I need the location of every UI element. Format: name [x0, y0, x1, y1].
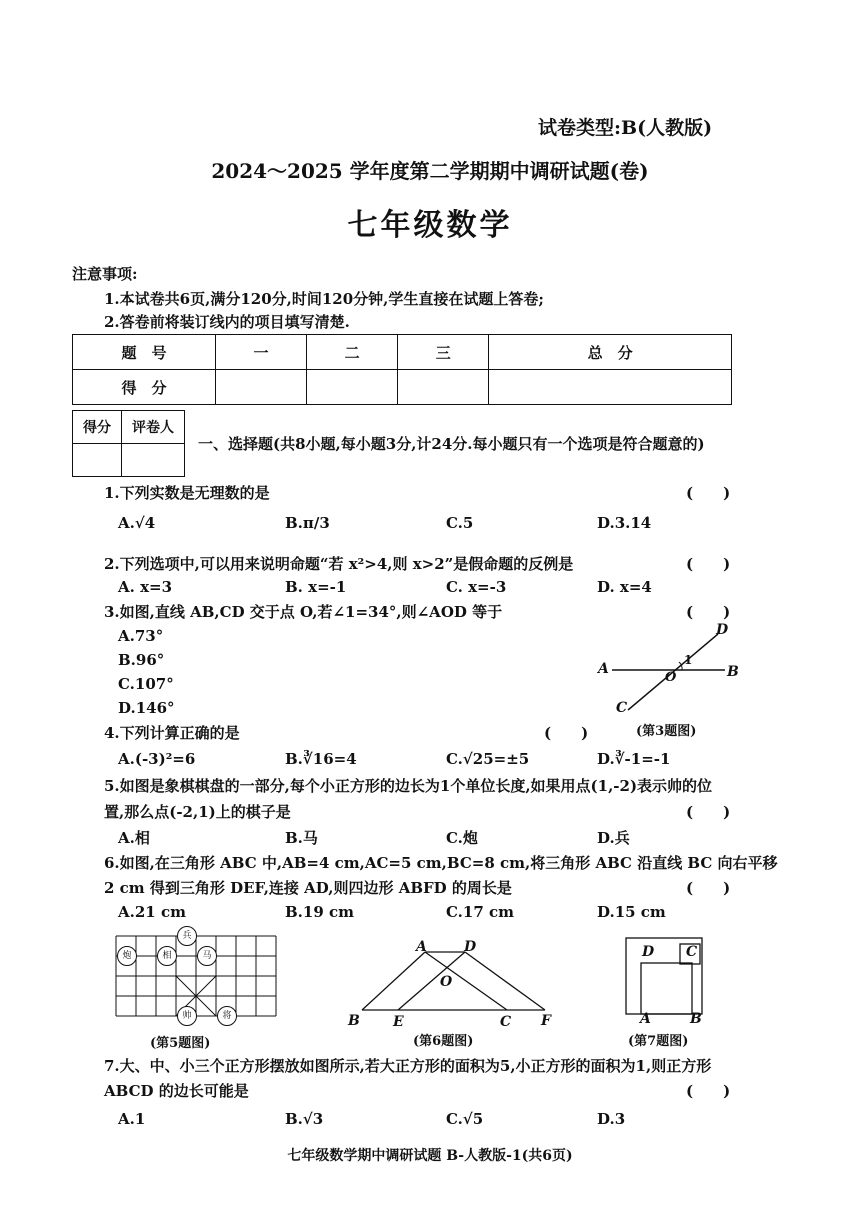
grader-box: [72, 410, 185, 477]
option: A.21 cm: [118, 903, 186, 921]
label-angle-1: 1: [684, 653, 693, 667]
option: B.96°: [118, 651, 165, 669]
option: A.相: [118, 829, 150, 847]
score-table: [72, 334, 732, 405]
option: C.5: [446, 514, 474, 532]
option: C.17 cm: [446, 903, 514, 921]
label-C: C: [616, 700, 628, 716]
figure-7-caption: (第7题图): [628, 1034, 689, 1049]
grader-score-label: 得分: [73, 411, 122, 444]
label-A: A: [640, 1011, 651, 1027]
option: D.∛-1=-1: [597, 750, 671, 768]
option: B. x=-1: [285, 578, 347, 596]
option: C.√25=±5: [446, 750, 530, 768]
question-stem: 7.大、中、小三个正方形摆放如图所示,若大正方形的面积为5,小正方形的面积为1,则正方形: [104, 1057, 712, 1075]
label-D: D: [464, 939, 477, 955]
question-stem: 5.如图是象棋棋盘的一部分,每个小正方形的边长为1个单位长度,如果用点(1,-2)表示帅的位: [104, 777, 713, 795]
score-label-cell: 得 分: [73, 370, 216, 405]
grader-reviewer-blank[interactable]: [122, 444, 185, 477]
figure-5-caption: (第5题图): [150, 1036, 211, 1051]
figure-6-caption: (第6题图): [413, 1034, 474, 1049]
score-header-cell: 总 分: [489, 335, 732, 370]
question-stem: 3.如图,直线 AB,CD 交于点 O,若∠1=34°,则∠AOD 等于: [104, 603, 503, 621]
subject-title: 七年级数学: [347, 208, 513, 243]
label-O: O: [665, 670, 677, 685]
score-blank-cell[interactable]: [307, 370, 398, 405]
label-C: C: [686, 944, 698, 960]
score-header-cell: 一: [216, 335, 307, 370]
option: C.107°: [118, 675, 174, 693]
option: B.∛16=4: [285, 750, 357, 768]
question-stem: 4.下列计算正确的是: [104, 724, 240, 742]
question-stem-cont: 置,那么点(-2,1)上的棋子是: [104, 803, 291, 821]
option: C.炮: [446, 829, 478, 847]
paper-type: 试卷类型:B(人教版): [538, 117, 713, 139]
label-O: O: [440, 974, 453, 990]
answer-paren[interactable]: ( ): [686, 803, 731, 821]
question-stem: 2.下列选项中,可以用来说明命题“若 x²>4,则 x>2”是假命题的反例是: [104, 555, 574, 573]
answer-paren[interactable]: ( ): [686, 879, 731, 897]
label-E: E: [393, 1014, 404, 1030]
score-blank-cell[interactable]: [398, 370, 489, 405]
label-B: B: [727, 664, 739, 680]
chess-piece: 相: [157, 946, 177, 966]
label-A: A: [598, 661, 609, 677]
label-C: C: [500, 1014, 512, 1030]
figure-6-triangles: [350, 940, 560, 1020]
option: D.146°: [118, 699, 175, 717]
option: A. x=3: [118, 578, 173, 596]
question-stem-cont: 2 cm 得到三角形 DEF,连接 AD,则四边形 ABFD 的周长是: [104, 879, 512, 897]
section-heading: 一、选择题(共8小题,每小题3分,计24分.每小题只有一个选项是符合题意的): [198, 435, 705, 453]
option: B.π/3: [285, 514, 330, 532]
chess-piece: 炮: [117, 946, 137, 966]
label-B: B: [348, 1013, 360, 1029]
question-stem: 6.如图,在三角形 ABC 中,AB=4 cm,AC=5 cm,BC=8 cm,将三角形 ABC 沿直线 BC 向右平移: [104, 854, 778, 872]
option: A.1: [118, 1110, 146, 1128]
option: A.(-3)²=6: [118, 750, 196, 768]
question-stem: 1.下列实数是无理数的是: [104, 484, 270, 502]
label-B: B: [690, 1011, 702, 1027]
chess-piece: 将: [217, 1006, 237, 1026]
score-header-cell: 二: [307, 335, 398, 370]
option: D.兵: [597, 829, 630, 847]
note-item: 1.本试卷共6页,满分120分,时间120分钟,学生直接在试题上答卷;: [104, 290, 544, 308]
option: D.15 cm: [597, 903, 666, 921]
option: C.√5: [446, 1110, 484, 1128]
option: B.马: [285, 829, 318, 847]
option: D.3: [597, 1110, 626, 1128]
label-D: D: [642, 944, 655, 960]
score-header-cell: 题 号: [73, 335, 216, 370]
answer-paren[interactable]: ( ): [544, 724, 589, 742]
exam-title: 2024～2025 学年度第二学期期中调研试题(卷): [211, 159, 649, 183]
question-stem-cont: ABCD 的边长可能是: [104, 1082, 249, 1100]
label-F: F: [541, 1013, 551, 1029]
option: A.73°: [118, 627, 164, 645]
chess-piece: 帅: [177, 1006, 197, 1026]
option: B.√3: [285, 1110, 324, 1128]
option: D.3.14̇: [597, 514, 652, 532]
label-D: D: [716, 622, 729, 638]
answer-paren[interactable]: ( ): [686, 484, 731, 502]
score-blank-cell[interactable]: [216, 370, 307, 405]
note-item: 2.答卷前将装订线内的项目填写清楚.: [104, 313, 350, 331]
label-A: A: [416, 939, 427, 955]
answer-paren[interactable]: ( ): [686, 603, 731, 621]
chess-piece: 兵: [177, 926, 197, 946]
figure-3-caption: (第3题图): [636, 724, 697, 739]
grader-score-blank[interactable]: [73, 444, 122, 477]
score-header-cell: 三: [398, 335, 489, 370]
grader-reviewer-label: 评卷人: [122, 411, 185, 444]
option: A.√4: [118, 514, 156, 532]
chess-piece: 马: [197, 946, 217, 966]
option: C. x=-3: [446, 578, 507, 596]
notes-heading: 注意事项:: [72, 265, 138, 283]
answer-paren[interactable]: ( ): [686, 555, 731, 573]
option: B.19 cm: [285, 903, 355, 921]
option: D. x=4: [597, 578, 652, 596]
answer-paren[interactable]: ( ): [686, 1082, 731, 1100]
score-blank-cell[interactable]: [489, 370, 732, 405]
page-footer: 七年级数学期中调研试题 B-人教版-1(共6页): [287, 1148, 573, 1164]
